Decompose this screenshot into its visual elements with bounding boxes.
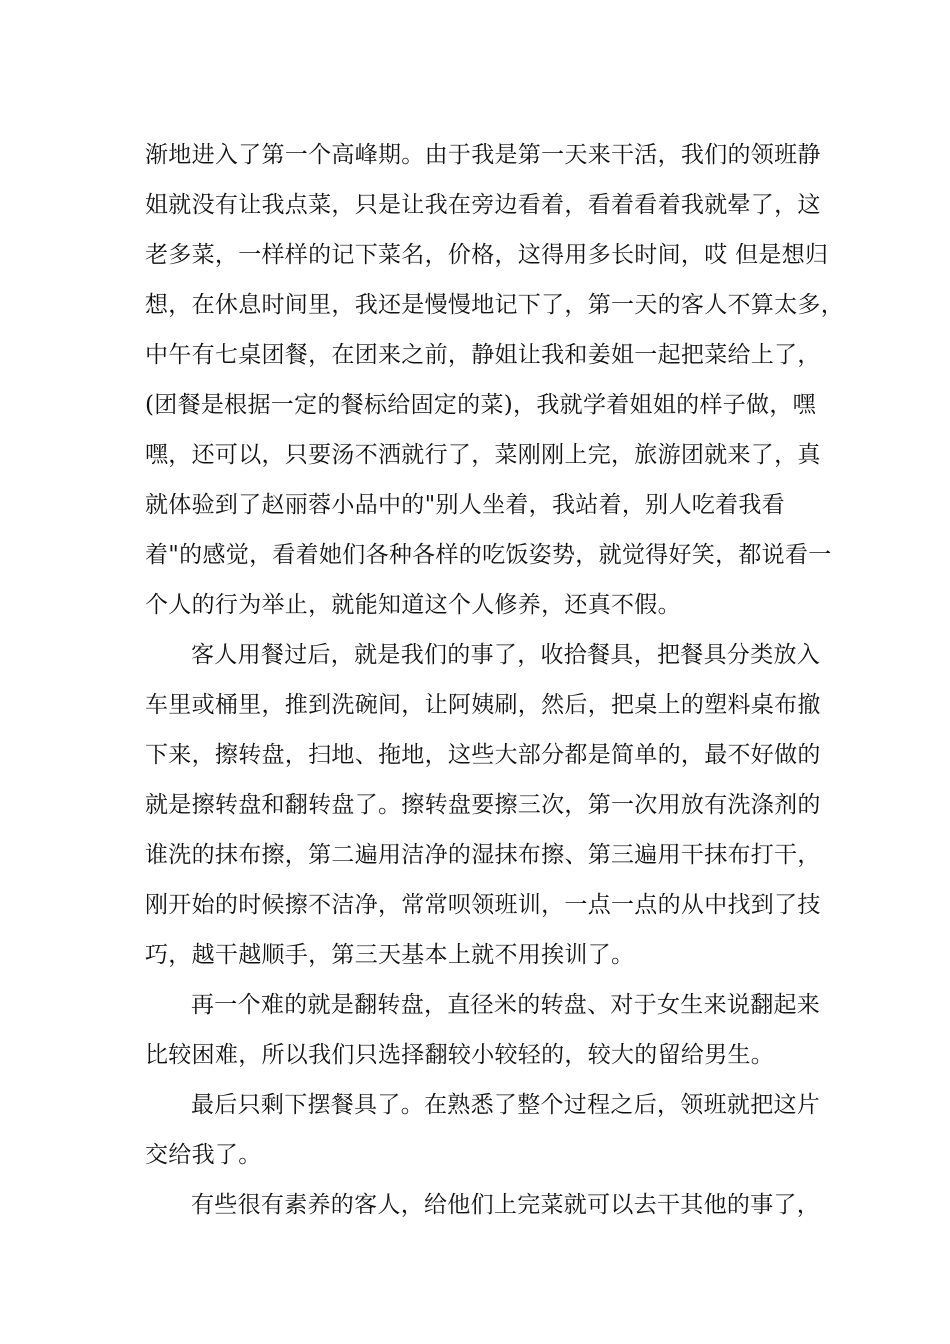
text-line: 客人用餐过后，就是我们的事了，收拾餐具，把餐具分类放入 <box>191 642 821 668</box>
text-line: 中午有七桌团餐，在团来之前，静姐让我和姜姐一起把菜给上了， <box>145 342 821 368</box>
paragraph-4 <box>145 1080 835 1180</box>
paragraph-1 <box>145 130 844 630</box>
document-body <box>145 130 844 1230</box>
paragraph-2 <box>145 630 835 980</box>
text-line: 着"的感觉，看着她们各种各样的吃饭姿势，就觉得好笑，都说看一 <box>145 542 832 568</box>
text-line: 有些很有素养的客人，给他们上完菜就可以去干其他的事了， <box>191 1192 821 1218</box>
text-line: 谁洗的抹布擦，第二遍用洁净的湿抹布擦、第三遍用干抹布打干， <box>145 842 821 868</box>
text-line: 老多菜，一样样的记下菜名，价格，这得用多长时间，哎 但是想归 <box>145 242 829 268</box>
paragraph-3 <box>145 980 835 1080</box>
text-line: 最后只剩下摆餐具了。在熟悉了整个过程之后，领班就把这片 <box>191 1092 821 1118</box>
text-line: 渐地进入了第一个高峰期。由于我是第一天来干活，我们的领班静 <box>145 142 821 168</box>
paragraph-5 <box>145 1180 835 1230</box>
text-line: (团餐是根据一定的餐标给固定的菜)，我就学着姐姐的样子做，嘿 <box>145 392 816 418</box>
text-line: 想，在休息时间里，我还是慢慢地记下了，第一天的客人不算太多， <box>145 292 844 318</box>
text-line: 下来，擦转盘，扫地、拖地，这些大部分都是简单的，最不好做的 <box>145 742 821 768</box>
text-line: 姐就没有让我点菜，只是让我在旁边看着，看着看着我就晕了，这 <box>145 192 821 218</box>
text-line: 个人的行为举止，就能知道这个人修养，还真不假。 <box>145 592 681 618</box>
text-line: 比较困难，所以我们只选择翻较小较轻的，较大的留给男生。 <box>145 1042 775 1068</box>
text-line: 嘿，还可以，只要汤不洒就行了，菜刚刚上完，旅游团就来了，真 <box>145 442 821 468</box>
text-line: 交给我了。 <box>145 1142 262 1168</box>
text-line: 就体验到了赵丽蓉小品中的"别人坐着，我站着，别人吃着我看 <box>145 492 785 518</box>
text-line: 再一个难的就是翻转盘，直径米的转盘、对于女生来说翻起来 <box>191 992 821 1018</box>
text-line: 巧，越干越顺手，第三天基本上就不用挨训了。 <box>145 942 635 968</box>
text-line: 刚开始的时候擦不洁净，常常呗领班训，一点一点的从中找到了技 <box>145 892 821 918</box>
text-line: 车里或桶里，推到洗碗间，让阿姨刷，然后，把桌上的塑料桌布撤 <box>145 692 821 718</box>
text-line: 就是擦转盘和翻转盘了。擦转盘要擦三次，第一次用放有洗涤剂的 <box>145 792 821 818</box>
